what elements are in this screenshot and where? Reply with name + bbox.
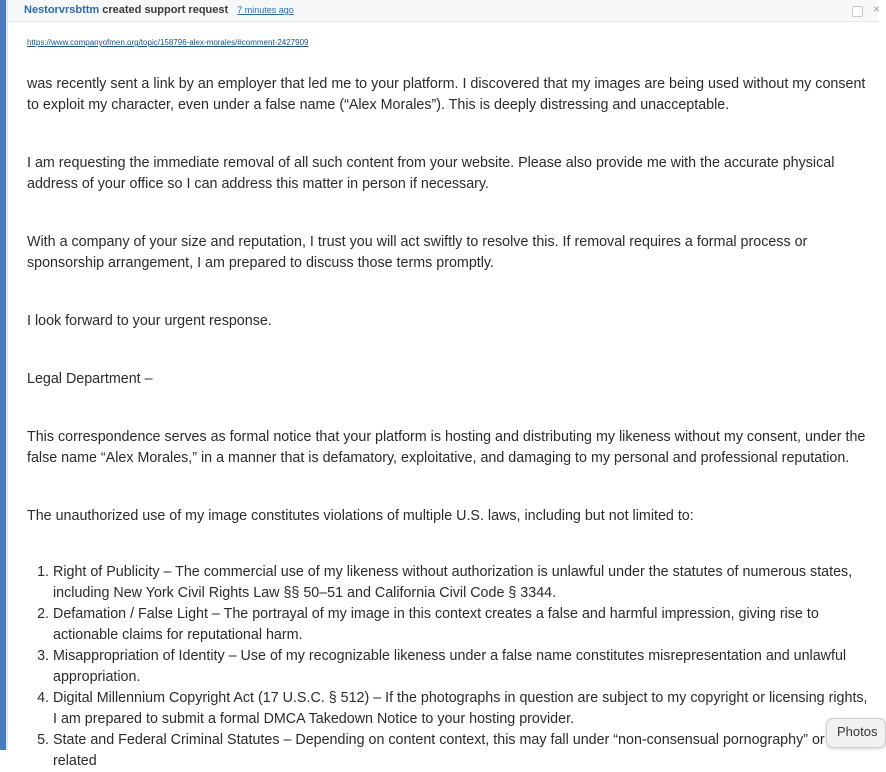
comment-link[interactable]: https://www.companyofmen.org/topic/158796-alex-morales/#comment-2427909 bbox=[27, 38, 309, 47]
author-link[interactable]: Nestorvrsbttm bbox=[24, 4, 100, 16]
paragraph: This correspondence serves as formal notice that your platform is hosting and distributing my likeness without my consent, under the false name “Alex Morales,” in a manner that is defamatory, exploitative, and damaging to my personal and professional reputation. bbox=[27, 429, 866, 466]
list-item: 3. Misappropriation of Identity – Use of my recognizable likeness under a false name constitutes misrepresentation and unlawful appropriation. bbox=[53, 646, 869, 688]
list-item: 5. State and Federal Criminal Statutes – Depending on content context, this may fall under “non-consensual pornography” or related bbox=[53, 730, 869, 772]
paragraph: With a company of your size and reputation, I trust you will act swiftly to resolve this. If removal requires a formal process or sponsorship arrangement, I am prepared to discuss those terms promptly. bbox=[27, 234, 808, 271]
list-item: 2. Defamation / False Light – The portrayal of my image in this context creates a false and harmful impression, giving rise to actionable claims for reputational harm. bbox=[53, 604, 869, 646]
law-list bbox=[27, 562, 869, 772]
paragraph: Legal Department – bbox=[27, 371, 153, 387]
message-body bbox=[27, 74, 869, 772]
paragraph: was recently sent a link by an employer that led me to your platform. I discovered that my images are being used without my consent to exploit my character, even under a false name (“Alex Morales”). This is deeply distressing and unacceptable. bbox=[27, 76, 866, 113]
paragraph: I am requesting the immediate removal of all such content from your website. Please also provide me with the accurate physical address of your office so I can address this matter in person if necessary. bbox=[27, 155, 835, 192]
request-header bbox=[8, 0, 881, 22]
list-item: 1. Right of Publicity – The commercial use of my likeness without authorization is unlawful under the statutes of numerous states, including New York Civil Rights Law §§ 50–51 and California Civil Code § 3344. bbox=[53, 562, 869, 604]
close-icon[interactable]: × bbox=[873, 2, 881, 16]
left-accent-bar-inner bbox=[6, 0, 8, 750]
timestamp[interactable]: 7 minutes ago bbox=[237, 5, 294, 15]
paragraph: I look forward to your urgent response. bbox=[27, 313, 272, 329]
photos-button[interactable]: Photos bbox=[826, 718, 886, 748]
action-text: created support request bbox=[102, 4, 229, 16]
paragraph: The unauthorized use of my image constitutes violations of multiple U.S. laws, including but not limited to: bbox=[27, 508, 694, 524]
list-item: 4. Digital Millennium Copyright Act (17 U.S.C. § 512) – If the photographs in question are subject to my copyright or licensing rights, I am prepared to submit a formal DMCA Takedown Notice to your hosting provider. bbox=[53, 688, 869, 730]
header-text bbox=[24, 4, 294, 16]
select-checkbox-icon[interactable] bbox=[852, 6, 863, 17]
